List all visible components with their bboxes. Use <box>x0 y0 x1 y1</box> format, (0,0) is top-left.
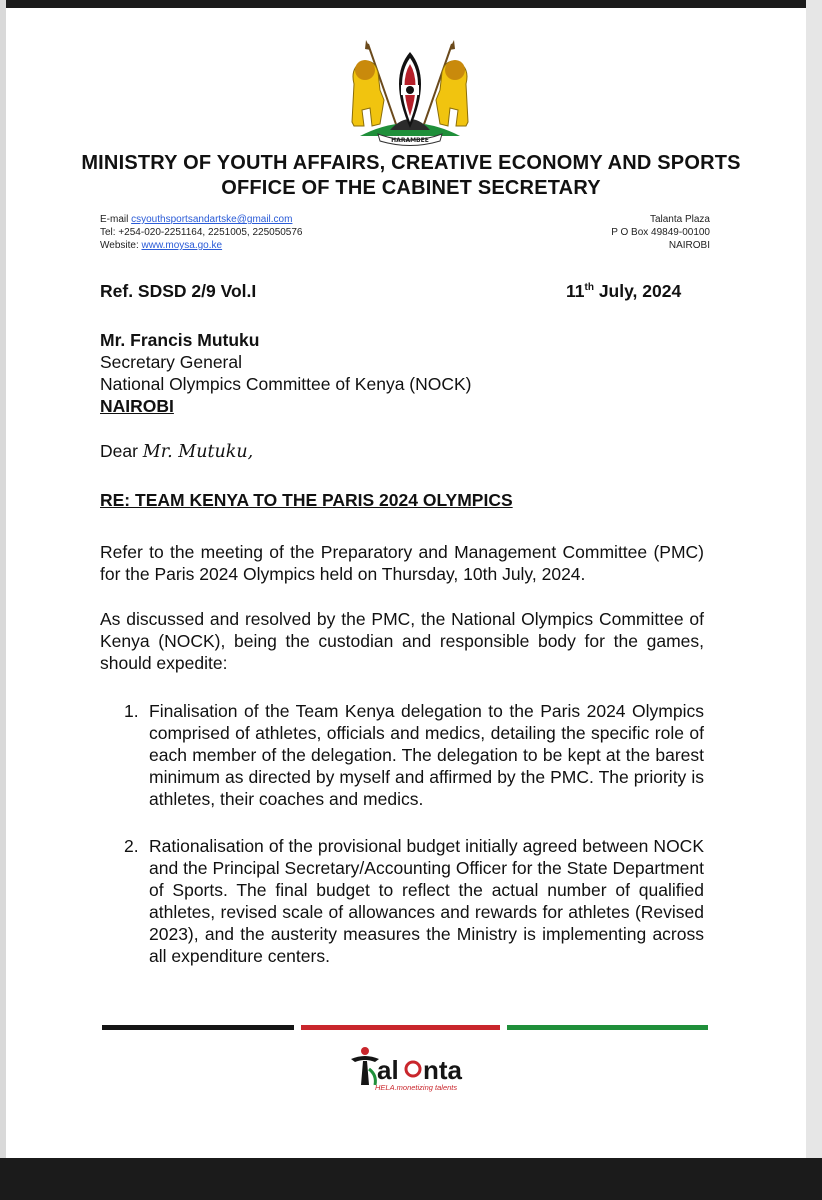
talanta-hela-logo-icon <box>345 1045 485 1095</box>
date-rest: July, 2024 <box>593 281 682 301</box>
office-name: OFFICE OF THE CABINET SECRETARY <box>221 177 601 199</box>
list-item-text: Finalisation of the Team Kenya delegation to the Paris 2024 Olympics comprised of athletes, officials and medics, detailing the specific role of each member of the delegation. The delegation to be kept at the barest minimum as directed by myself and affirmed by the PMC. The priority is athletes, their coaches and medics. <box>149 701 704 809</box>
address-line-1: Talanta Plaza <box>649 214 710 225</box>
salutation-name: Mr. Mutuku, <box>142 442 254 462</box>
email-line <box>100 213 303 226</box>
email-link[interactable]: csyouthsportsandartske@gmail.com <box>131 214 293 225</box>
tel-line: Tel: +254-020-2251164, 2251005, 225050576 <box>100 227 303 238</box>
email-label: E-mail <box>100 214 132 225</box>
svg-text:nta: nta <box>423 1055 462 1085</box>
date-day: 11 <box>566 281 585 301</box>
footer-bar-green <box>507 1025 708 1030</box>
contact-block-left <box>100 213 303 252</box>
reference-number: Ref. SDSD 2/9 Vol.I <box>100 281 257 301</box>
kenya-coat-of-arms-icon <box>340 38 480 146</box>
recipient-city: NAIROBI <box>100 396 174 416</box>
ministry-name: MINISTRY OF YOUTH AFFAIRS, CREATIVE ECONOMY AND SPORTS <box>81 152 741 174</box>
contact-block-right <box>611 213 710 252</box>
footer-bar-red <box>301 1025 500 1030</box>
list-item-text: Rationalisation of the provisional budget initially agreed between NOCK and the Principal Secretary/Accounting Officer for the State Department of Sports. The final budget to reflect the actual number of qualified athletes, revised scale of allowances and rewards for athletes (Revised 2023), and the austerity measures the Ministry is implementing across all expenditure centers. <box>149 836 704 966</box>
svg-text:al: al <box>377 1055 399 1085</box>
letter-date <box>566 281 681 302</box>
paragraph-meeting-reference: Refer to the meeting of the Preparatory and Management Committee (PMC) for the Paris 2024 Olympics held on Thursday, 10th July, 2024. <box>100 542 704 584</box>
salutation-prefix: Dear <box>100 441 143 461</box>
salutation <box>100 441 253 462</box>
website-link[interactable]: www.moysa.go.ke <box>141 240 223 251</box>
paragraph-resolution: As discussed and resolved by the PMC, the National Olympics Committee of Kenya (NOCK), being the custodian and responsible body for the games, should expedite: <box>100 609 704 673</box>
list-item-number: 2. <box>124 836 139 856</box>
crest-motto: HARAMBEE <box>391 137 429 144</box>
website-label: Website: <box>100 240 142 251</box>
footer-bar-black <box>102 1025 294 1030</box>
recipient-name: Mr. Francis Mutuku <box>100 330 260 350</box>
talanta-tagline: HELA.monetizing talents <box>375 1083 458 1092</box>
date-suffix: th <box>584 282 594 294</box>
viewer-bottom-border <box>0 1158 822 1200</box>
letter-subject: RE: TEAM KENYA TO THE PARIS 2024 OLYMPICS <box>100 490 513 510</box>
recipient-address <box>100 329 472 417</box>
address-line-2: P O Box 49849-00100 <box>611 227 710 238</box>
recipient-title: Secretary General <box>100 352 243 372</box>
website-line <box>100 239 303 252</box>
list-item-number: 1. <box>124 701 139 721</box>
viewer-top-border <box>0 0 822 8</box>
address-line-3: NAIROBI <box>668 240 710 251</box>
recipient-organisation: National Olympics Committee of Kenya (NOCK) <box>100 374 472 394</box>
